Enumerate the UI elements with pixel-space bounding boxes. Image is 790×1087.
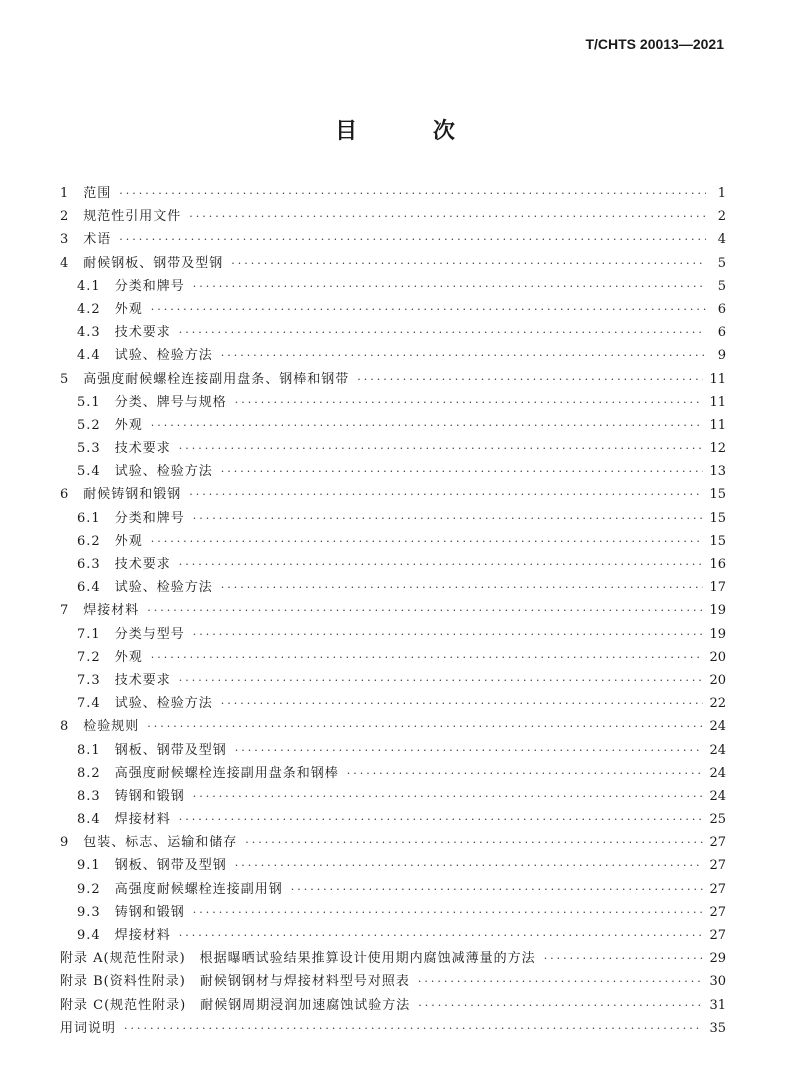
toc-entry-label: 分类与型号 [114, 626, 185, 642]
toc-entry-number: 5 [60, 371, 70, 387]
toc-entry-number: 4.3 [77, 325, 101, 341]
toc-entry-label: 用词说明 [60, 1020, 117, 1036]
toc-entry-number: 附录 A(规范性附录) [60, 951, 186, 967]
toc-entry-number: 4.1 [77, 278, 101, 294]
toc-entry[interactable] [60, 901, 726, 924]
toc-entry[interactable] [60, 831, 726, 854]
toc-dot-leader [544, 947, 704, 970]
toc-entry[interactable] [60, 252, 726, 275]
toc-entry-number: 8.3 [77, 788, 101, 804]
toc-dot-leader [179, 808, 704, 831]
toc-entry[interactable] [60, 414, 726, 437]
toc-entry-number: 6.2 [77, 533, 101, 549]
toc-entry-label: 外观 [114, 301, 143, 317]
toc-entry[interactable] [60, 739, 726, 762]
toc-entry[interactable] [60, 669, 726, 692]
toc-entry[interactable] [60, 970, 726, 993]
toc-dot-leader [235, 391, 704, 414]
toc-dot-leader [357, 368, 703, 391]
toc-entry-page: 16 [709, 557, 726, 572]
toc-entry[interactable] [60, 275, 726, 298]
toc-entry-number: 6.1 [77, 510, 101, 526]
toc-entry-label: 试验、检验方法 [114, 348, 213, 364]
toc-entry-page: 13 [709, 464, 726, 480]
toc-entry-page: 31 [709, 997, 726, 1013]
toc-entry-label: 耐候铸钢和锻钢 [83, 487, 182, 503]
toc-entry-number: 9.3 [77, 904, 101, 920]
toc-dot-leader [193, 275, 706, 298]
toc-entry-page: 20 [709, 672, 726, 688]
toc-entry-page: 12 [709, 441, 726, 457]
toc-entry-number: 8.4 [77, 812, 101, 828]
standard-code: T/CHTS 20013—2021 [585, 36, 724, 52]
toc-dot-leader [147, 715, 703, 738]
toc-dot-leader [221, 576, 704, 599]
toc-entry[interactable] [60, 808, 726, 831]
toc-dot-leader [151, 530, 704, 553]
toc-entry-page: 29 [709, 951, 726, 967]
toc-entry-page: 27 [709, 881, 726, 897]
toc-entry-page: 15 [709, 487, 726, 503]
toc-entry-number: 6.4 [77, 580, 101, 596]
toc-entry[interactable] [60, 1017, 726, 1040]
toc-entry[interactable] [60, 205, 726, 228]
toc-dot-leader [235, 854, 704, 877]
toc-entry[interactable] [60, 715, 726, 738]
toc-entry-page: 11 [709, 417, 726, 433]
toc-entry-number: 8.1 [77, 742, 101, 758]
toc-entry-label: 技术要求 [114, 672, 171, 688]
toc-dot-leader [179, 437, 704, 460]
toc-entry-page: 35 [709, 1020, 726, 1036]
toc-entry-number: 4.4 [77, 348, 101, 364]
toc-entry[interactable] [60, 507, 726, 530]
toc-dot-leader [179, 553, 704, 576]
toc-dot-leader [119, 182, 706, 205]
toc-entry[interactable] [60, 599, 726, 622]
toc-entry-page: 15 [709, 510, 726, 526]
toc-dot-leader [179, 924, 704, 947]
toc-dot-leader [221, 692, 704, 715]
toc-entry-page: 4 [717, 232, 726, 248]
toc-entry-page: 17 [709, 580, 726, 596]
toc-entry-page: 6 [717, 325, 726, 341]
toc-entry[interactable] [60, 576, 726, 599]
toc-dot-leader [124, 1017, 703, 1040]
toc-entry[interactable] [60, 391, 726, 414]
toc-entry-page: 20 [709, 649, 726, 665]
toc-entry-label: 外观 [114, 649, 143, 665]
toc-dot-leader [189, 205, 706, 228]
toc-entry-label: 焊接材料 [114, 928, 171, 943]
toc-entry-label: 外观 [114, 417, 143, 433]
toc-entry-label: 包装、标志、运输和储存 [83, 835, 238, 851]
toc-entry-page: 24 [709, 765, 726, 781]
toc-dot-leader [231, 252, 706, 275]
toc-entry-label: 高强度耐候螺栓连接副用盘条、钢棒和钢带 [83, 371, 350, 387]
toc-entry-label: 耐候钢钢材与焊接材料型号对照表 [199, 974, 410, 990]
page-title: 目 次 [335, 118, 489, 144]
toc-dot-leader [151, 414, 704, 437]
toc-entry-page: 22 [709, 696, 726, 712]
toc-entry-number: 8.2 [77, 765, 101, 781]
toc-entry-label: 规范性引用文件 [83, 209, 182, 225]
toc-entry[interactable] [60, 646, 726, 669]
toc-dot-leader [119, 228, 706, 251]
toc-dot-leader [147, 599, 703, 622]
toc-entry-label: 试验、检验方法 [114, 464, 213, 480]
toc-entry[interactable] [60, 182, 726, 205]
toc-entry-label: 铸钢和锻钢 [114, 904, 185, 920]
toc-dot-leader [347, 762, 704, 785]
toc-entry-page: 11 [709, 371, 726, 387]
toc-entry-number: 7.3 [77, 672, 101, 688]
toc-entry-number: 5.4 [77, 464, 101, 480]
toc-entry-page: 27 [709, 904, 726, 920]
toc-entry[interactable] [60, 298, 726, 321]
toc-dot-leader [193, 785, 704, 808]
toc-entry-number: 2 [60, 209, 70, 225]
toc-entry-page: 5 [717, 255, 726, 271]
toc-entry[interactable] [60, 553, 726, 576]
toc-dot-leader [221, 460, 704, 483]
toc-entry-page: 24 [709, 719, 726, 735]
toc-entry-number: 7.4 [77, 696, 101, 712]
toc-entry[interactable] [60, 483, 726, 506]
toc-entry-number: 7 [60, 603, 70, 619]
toc-entry[interactable] [60, 344, 726, 367]
toc-dot-leader [189, 483, 703, 506]
toc-entry-label: 技术要求 [114, 557, 171, 572]
toc-entry-page: 25 [709, 812, 726, 828]
toc-dot-leader [221, 344, 706, 367]
toc-entry[interactable] [60, 878, 726, 901]
toc-entry[interactable] [60, 437, 726, 460]
toc-entry-number: 附录 C(规范性附录) [60, 997, 187, 1013]
toc-entry-page: 15 [709, 533, 726, 549]
toc-entry-number: 4 [60, 255, 70, 271]
toc-entry-number: 9.1 [77, 858, 101, 874]
toc-entry-label: 钢板、钢带及型钢 [114, 742, 227, 758]
toc-entry-number: 9.4 [77, 928, 101, 943]
toc-entry-label: 高强度耐候螺栓连接副用盘条和钢棒 [114, 765, 339, 781]
toc-entry-number: 5.3 [77, 441, 101, 457]
toc-entry-number: 4.2 [77, 301, 101, 317]
toc-dot-leader [245, 831, 703, 854]
toc-dot-leader [418, 970, 704, 993]
toc-entry[interactable] [60, 368, 726, 391]
toc-dot-leader [235, 739, 704, 762]
toc-entry[interactable] [60, 228, 726, 251]
toc-entry-label: 铸钢和锻钢 [114, 788, 185, 804]
toc-entry-page: 9 [717, 348, 726, 364]
toc-dot-leader [193, 507, 704, 530]
toc-entry-page: 30 [709, 974, 726, 990]
toc-entry-number: 1 [60, 186, 70, 201]
toc-entry-number: 5.1 [77, 394, 101, 410]
toc-entry[interactable] [60, 924, 726, 947]
toc-entry-label: 试验、检验方法 [114, 696, 213, 712]
toc-entry-number: 9.2 [77, 881, 101, 897]
toc-entry[interactable] [60, 947, 726, 970]
toc-entry[interactable] [60, 460, 726, 483]
toc-entry-page: 24 [709, 788, 726, 804]
toc-entry-page: 27 [709, 835, 726, 851]
toc-entry-number: 8 [60, 719, 70, 735]
toc-entry-page: 19 [709, 626, 726, 642]
toc-dot-leader [193, 623, 704, 646]
toc-entry-page: 1 [717, 186, 726, 201]
toc-entry-page: 27 [709, 858, 726, 874]
toc-entry-label: 耐候钢周期浸润加速腐蚀试验方法 [200, 997, 411, 1013]
toc-entry-number: 6 [60, 487, 70, 503]
toc-entry[interactable] [60, 321, 726, 344]
toc-entry-page: 6 [717, 301, 726, 317]
toc-entry-label: 焊接材料 [114, 812, 171, 828]
toc-entry-label: 分类和牌号 [114, 510, 185, 526]
toc-entry-page: 24 [709, 742, 726, 758]
toc-entry-number: 7.2 [77, 649, 101, 665]
toc-dot-leader [179, 669, 704, 692]
toc-entry-label: 技术要求 [114, 441, 171, 457]
toc-entry-label: 分类、牌号与规格 [114, 394, 227, 410]
toc-entry-number: 附录 B(资料性附录) [60, 974, 186, 990]
toc-entry-label: 检验规则 [83, 719, 140, 735]
toc-entry[interactable] [60, 994, 726, 1017]
toc-entry-number: 3 [60, 232, 70, 248]
toc-entry-number: 9 [60, 835, 70, 851]
toc-entry[interactable] [60, 785, 726, 808]
toc-dot-leader [418, 994, 703, 1017]
toc-entry[interactable] [60, 530, 726, 553]
toc-entry[interactable] [60, 762, 726, 785]
toc-entry-label: 高强度耐候螺栓连接副用钢 [114, 881, 283, 897]
toc-entry-label: 分类和牌号 [114, 278, 185, 294]
toc-entry-page: 27 [709, 928, 726, 943]
toc-entry-number: 6.3 [77, 557, 101, 572]
toc-entry-label: 技术要求 [114, 325, 171, 341]
toc-entry-label: 根据曝晒试验结果推算设计使用期内腐蚀减薄量的方法 [199, 951, 536, 967]
toc-dot-leader [179, 321, 706, 344]
toc-entry[interactable] [60, 692, 726, 715]
toc-entry-label: 外观 [114, 533, 143, 549]
toc-dot-leader [151, 646, 704, 669]
toc-entry-label: 钢板、钢带及型钢 [114, 858, 227, 874]
toc-dot-leader [151, 298, 706, 321]
toc-entry-label: 术语 [83, 232, 112, 248]
toc-dot-leader [291, 878, 704, 901]
toc-entry-number: 7.1 [77, 626, 101, 642]
toc-entry-label: 耐候钢板、钢带及型钢 [83, 255, 224, 271]
table-of-contents [60, 182, 726, 1040]
toc-entry-label: 范围 [83, 186, 112, 201]
toc-dot-leader [193, 901, 704, 924]
toc-entry-page: 5 [717, 278, 726, 294]
toc-entry[interactable] [60, 623, 726, 646]
toc-entry-label: 试验、检验方法 [114, 580, 213, 596]
toc-entry-page: 2 [717, 209, 726, 225]
toc-entry[interactable] [60, 854, 726, 877]
toc-entry-label: 焊接材料 [83, 603, 140, 619]
toc-entry-page: 11 [709, 394, 726, 410]
toc-entry-page: 19 [709, 603, 726, 619]
toc-entry-number: 5.2 [77, 417, 101, 433]
